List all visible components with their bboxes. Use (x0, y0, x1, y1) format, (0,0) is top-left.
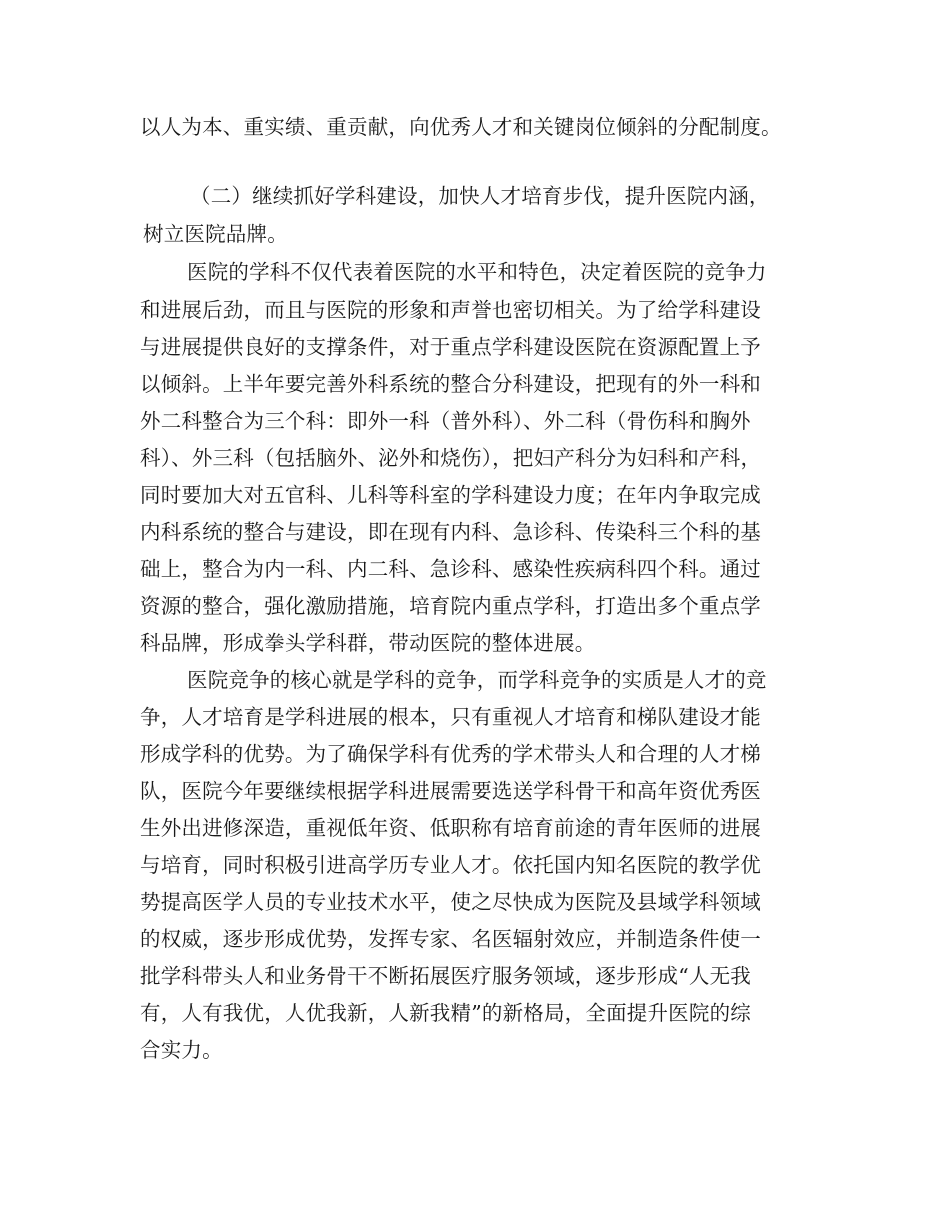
paragraph-line: 的权威，逐步形成优势，发挥专家、名医辐射效应，并制造条件使一 (140, 927, 761, 951)
text-line: 以人为本、重实绩、重贡献，向优秀人才和关键岗位倾斜的分配制度。 (140, 115, 782, 139)
paragraph-line: 外二科整合为三个科：即外一科（普外科）、外二科（骨伤科和胸外 (140, 409, 751, 433)
paragraph-line: 资源的整合，强化激励措施，培育院内重点学科，打造出多个重点学 (140, 594, 761, 618)
paragraph-line: 医院的学科不仅代表着医院的水平和特色，决定着医院的竞争力 (187, 260, 767, 284)
paragraph-line: 础上，整合为内一科、内二科、急诊科、感染性疾病科四个科。通过 (140, 557, 761, 581)
paragraph-line: 科）、外三科（包括脑外、泌外和烧伤），把妇产科分为妇科和产科， (140, 446, 762, 470)
paragraph-line: 同时要加大对五官科、儿科等科室的学科建设力度；在年内争取完成 (140, 483, 761, 507)
paragraph-line: 势提高医学人员的专业技术水平，使之尽快成为医院及县域学科领域 (140, 890, 761, 914)
paragraph-line: 内科系统的整合与建设，即在现有内科、急诊科、传染科三个科的基 (140, 520, 761, 544)
paragraph-line: 与进展提供良好的支撑条件，对于重点学科建设医院在资源配置上予 (140, 335, 761, 359)
section-heading-continued: 树立医院品牌。 (143, 222, 288, 246)
paragraph-line: 有，人有我优，人优我新，人新我精”的新格局，全面提升医院的综 (140, 1001, 751, 1025)
paragraph-line: 医院竞争的核心就是学科的竞争，而学科竞争的实质是人才的竞 (187, 668, 767, 692)
paragraph-line: 科品牌，形成拳头学科群，带动医院的整体进展。 (140, 631, 596, 655)
paragraph-line: 和进展后劲，而且与医院的形象和声誉也密切相关。为了给学科建设 (140, 298, 761, 322)
paragraph-line: 批学科带头人和业务骨干不断拓展医疗服务领域，逐步形成“人无我 (140, 964, 751, 988)
paragraph-line: 合实力。 (140, 1038, 223, 1062)
section-heading: （二）继续抓好学科建设，加快人才培育步伐，提升医院内涵， (190, 184, 770, 208)
paragraph-line: 队，医院今年要继续根据学科进展需要选送学科骨干和高年资优秀医 (140, 779, 761, 803)
paragraph-line: 以倾斜。上半年要完善外科系统的整合分科建设，把现有的外一科和 (140, 372, 761, 396)
paragraph-line: 形成学科的优势。为了确保学科有优秀的学术带头人和合理的人才梯 (140, 742, 761, 766)
paragraph-line: 生外出进修深造，重视低年资、低职称有培育前途的青年医师的进展 (140, 816, 761, 840)
paragraph-line: 争，人才培育是学科进展的根本，只有重视人才培育和梯队建设才能 (140, 705, 761, 729)
paragraph-line: 与培育，同时积极引进高学历专业人才。依托国内知名医院的教学优 (140, 853, 761, 877)
